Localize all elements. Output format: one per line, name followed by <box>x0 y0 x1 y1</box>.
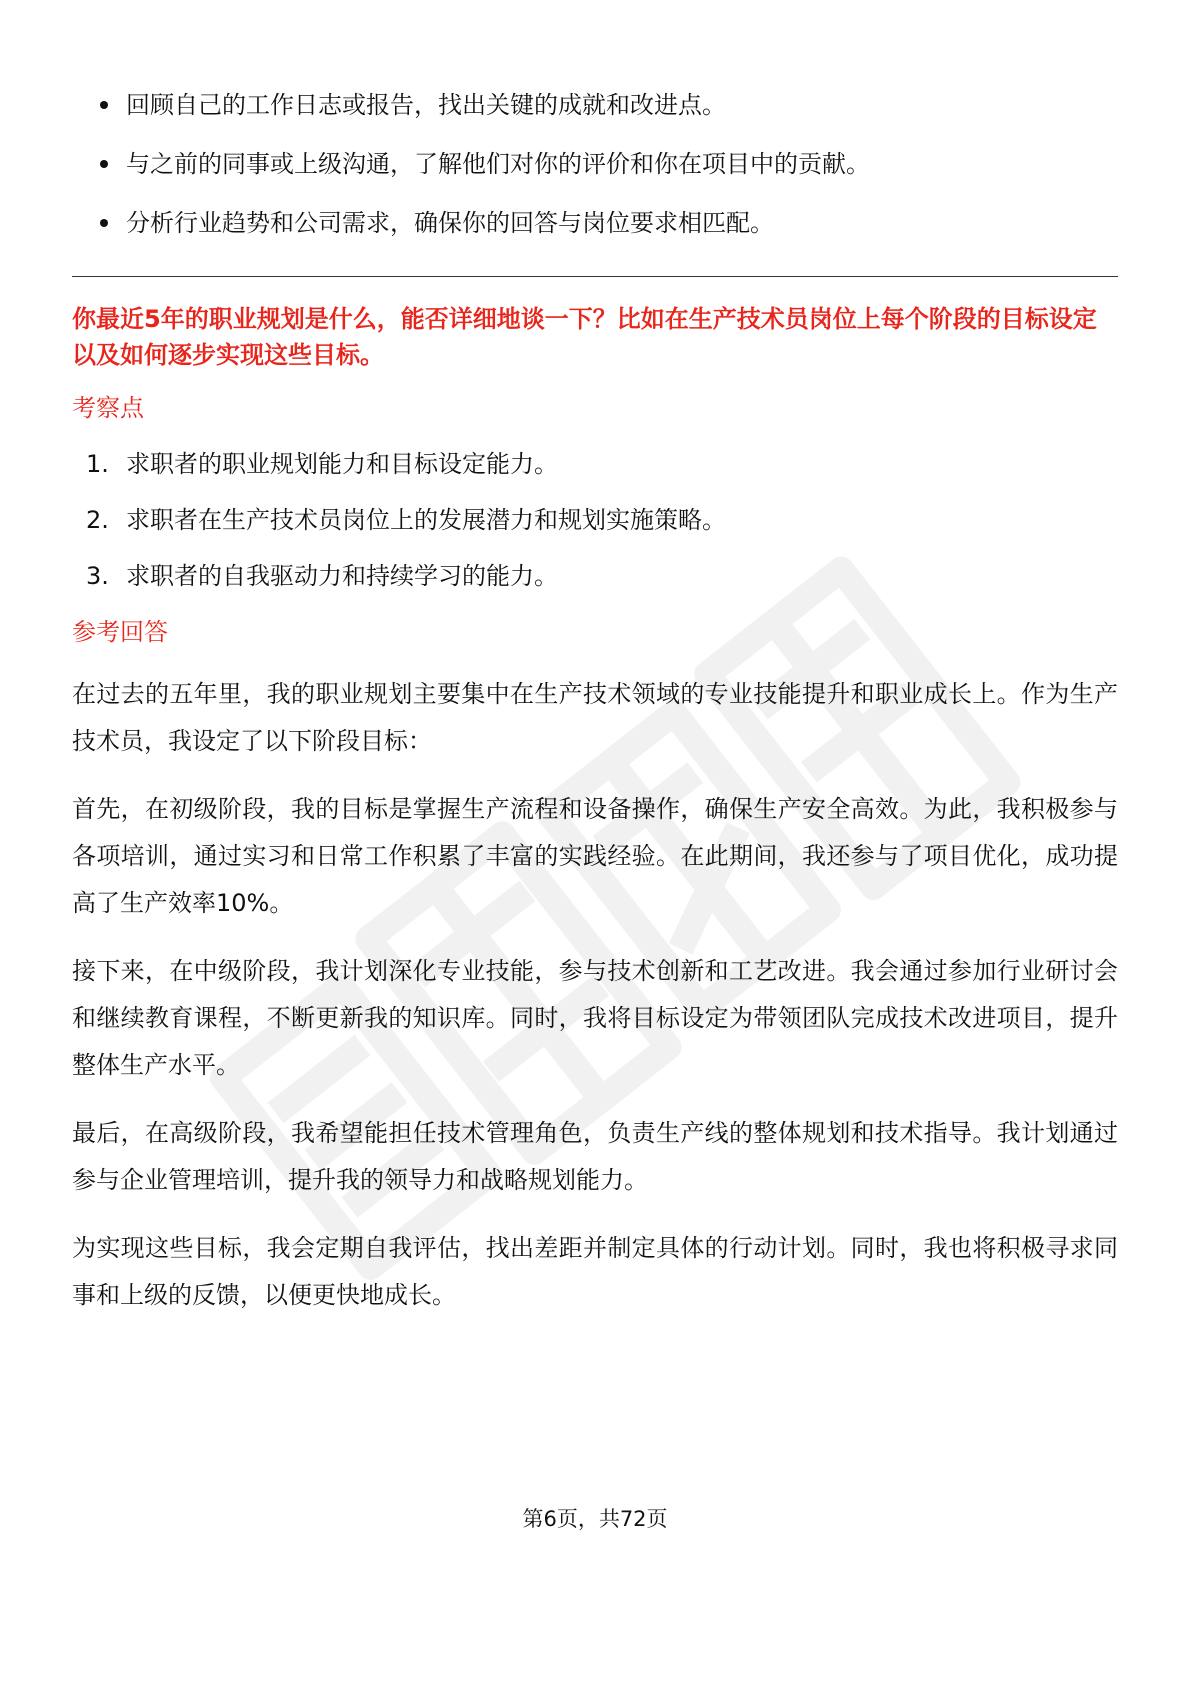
list-item-number: 3. <box>86 562 109 590</box>
list-item-text: 回顾自己的工作日志或报告，找出关键的成就和改进点。 <box>126 91 726 119</box>
tips-list <box>72 88 1118 240</box>
list-item-text: 求职者在生产技术员岗位上的发展潜力和规划实施策略。 <box>126 506 726 534</box>
list-item-text: 求职者的自我驱动力和持续学习的能力。 <box>126 562 558 590</box>
content-area <box>72 88 1118 1319</box>
list-item-text: 与之前的同事或上级沟通，了解他们对你的评价和你在项目中的贡献。 <box>126 150 870 178</box>
page-number: 第6页，共72页 <box>522 1507 668 1531</box>
reference-answer-title: 参考回答 <box>72 618 168 646</box>
answer-paragraph: 为实现这些目标，我会定期自我评估，找出差距并制定具体的行动计划。同时，我也将积极寻求同事和上级的反馈，以便更快地成长。 <box>72 1234 1118 1309</box>
answer-paragraph: 首先，在初级阶段，我的目标是掌握生产流程和设备操作，确保生产安全高效。为此，我积极参与各项培训，通过实习和日常工作积累了丰富的实践经验。在此期间，我还参与了项目优化，成功提高了生产效率10%。 <box>72 795 1118 917</box>
list-item-text: 求职者的职业规划能力和目标设定能力。 <box>126 450 558 478</box>
list-item <box>72 503 1118 537</box>
list-item <box>72 206 1118 240</box>
bullet-dot-icon <box>100 219 108 227</box>
list-item <box>72 447 1118 481</box>
list-item-number: 2. <box>86 506 109 534</box>
answer-paragraph: 在过去的五年里，我的职业规划主要集中在生产技术领域的专业技能提升和职业成长上。作为生产技术员，我设定了以下阶段目标： <box>72 680 1118 755</box>
assess-points-list <box>72 447 1118 593</box>
answer-paragraph: 接下来，在中级阶段，我计划深化专业技能，参与技术创新和工艺改进。我会通过参加行业研讨会和继续教育课程，不断更新我的知识库。同时，我将目标设定为带领团队完成技术改进项目，提升整体生产水平。 <box>72 957 1118 1079</box>
assess-points-title: 考察点 <box>72 394 144 422</box>
section-divider <box>72 276 1118 277</box>
answer-paragraph: 最后，在高级阶段，我希望能担任技术管理角色，负责生产线的整体规划和技术指导。我计划通过参与企业管理培训，提升我的领导力和战略规划能力。 <box>72 1119 1118 1194</box>
list-item <box>72 147 1118 181</box>
list-item <box>72 559 1118 593</box>
bullet-dot-icon <box>100 101 108 109</box>
list-item-number: 1. <box>86 450 109 478</box>
list-item-text: 分析行业趋势和公司需求，确保你的回答与岗位要求相匹配。 <box>126 209 774 237</box>
list-item <box>72 88 1118 122</box>
bullet-dot-icon <box>100 160 108 168</box>
interview-question: 你最近5年的职业规划是什么，能否详细地谈一下？比如在生产技术员岗位上每个阶段的目标设定以及如何逐步实现这些目标。 <box>72 305 1097 369</box>
